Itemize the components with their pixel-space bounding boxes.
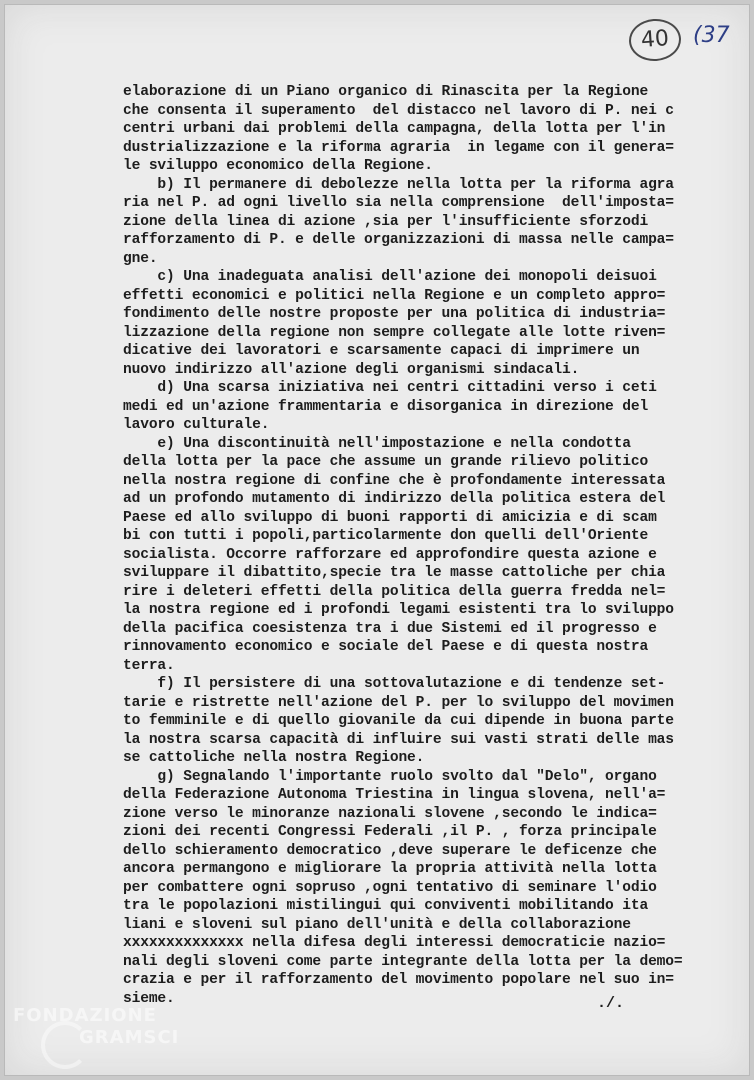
text-line: lizzazione della regione non sempre collegate alle lotte riven= — [123, 324, 666, 341]
text-line: ancora permangono e migliorare la propria attività nella lotta — [123, 861, 657, 877]
text-line: nuovo indirizzo all'azione degli organismi sindacali. — [123, 361, 580, 378]
text-line: zione verso le minoranze nazionali slovene ,secondo le indica= — [123, 805, 657, 822]
text-line: che consenta il superamento del distacco nel lavoro di P. nei c — [123, 102, 674, 119]
text-line: lavoro culturale. — [123, 417, 270, 433]
text-line: rire i deleteri effetti della politica della guerra fredda nel= — [123, 583, 666, 600]
text-line: tarie e ristrette nell'azione del P. per lo sviluppo del movimen — [123, 694, 674, 711]
text-line: la nostra regione ed i profondi legami esistenti tra lo sviluppo — [123, 602, 674, 618]
text-line: centri urbani dai problemi della campagna, della lotta per l'in — [123, 121, 666, 137]
text-line: xxxxxxxxxxxxxx nella difesa degli interessi democraticie nazio= — [123, 935, 666, 951]
text-line: gne. — [123, 250, 158, 267]
text-line: ria nel P. ad ogni livello sia nella comprensione dell'imposta= — [123, 195, 674, 211]
text-line: rinnovamento economico e sociale del Paese e di questa nostra — [123, 639, 649, 655]
text-line: terra. — [123, 657, 175, 674]
text-line: sieme. — [123, 990, 175, 1007]
page-number-circled: 40 — [628, 17, 683, 63]
text-line: tra le popolazioni mistilingui qui conviventi mobilitando ita — [123, 898, 649, 914]
text-line: dicative dei lavoratori e scarsamente capaci di imprimere un — [123, 343, 640, 359]
text-line: della lotta per la pace che assume un grande rilievo politico — [123, 454, 649, 470]
text-line: se cattoliche nella nostra Regione. — [123, 750, 425, 766]
document-page — [4, 4, 750, 1076]
text-line: dello schieramento democratico ,deve superare le deficenze che — [123, 842, 657, 859]
text-line: effetti economici e politici nella Regione e un completo appro= — [123, 287, 666, 304]
text-line: f) Il persistere di una sottovalutazione e di tendenze set- — [123, 676, 666, 692]
text-line: le sviluppo economico della Regione. — [123, 158, 433, 174]
text-line: della Federazione Autonoma Triestina in lingua slovena, nell'a= — [123, 787, 666, 803]
watermark-line1: FONDAZIONE — [13, 1005, 157, 1026]
text-line: zioni dei recenti Congressi Federali ,il P. , forza principale — [123, 824, 657, 840]
text-line: nella nostra regione di confine che è profondamente interessata — [123, 472, 666, 489]
text-line: elaborazione di un Piano organico di Rinascita per la Regione — [123, 84, 649, 100]
text-line: to femminile e di quello giovanile da cui dipende in buona parte — [123, 713, 674, 729]
text-line: zione della linea di azione ,sia per l'insufficiente sforzodi — [123, 213, 649, 230]
text-line: g) Segnalando l'importante ruolo svolto dal "Delo", organo — [123, 768, 657, 785]
text-line: fondimento delle nostre proposte per una politica di industria= — [123, 306, 666, 322]
text-line: crazia e per il rafforzamento del movimento popolare nel suo in= — [123, 972, 674, 988]
fondazione-gramsci-watermark — [13, 1005, 203, 1075]
text-line: per combattere ogni sopruso ,ogni tentativo di seminare l'odio — [123, 879, 657, 896]
text-line: la nostra scarsa capacità di influire sui vasti strati delle mas — [123, 731, 674, 748]
watermark-line2: GRAMSCI — [79, 1027, 180, 1048]
text-line: rafforzamento di P. e delle organizzazioni di massa nelle campa= — [123, 232, 674, 248]
text-line: d) Una scarsa iniziativa nei centri cittadini verso i ceti — [123, 380, 657, 396]
text-line: ad un profondo mutamento di indirizzo della politica estera del — [123, 491, 666, 507]
text-line: socialista. Occorre rafforzare ed approfondire questa azione e — [123, 546, 657, 563]
text-line: medi ed un'azione frammentaria e disorganica in direzione del — [123, 398, 649, 415]
text-line: Paese ed allo sviluppo di buoni rapporti di amicizia e di scam — [123, 509, 657, 526]
text-line: sviluppare il dibattito,specie tra le masse cattoliche per chia — [123, 565, 666, 581]
text-line: e) Una discontinuità nell'impostazione e nella condotta — [123, 435, 631, 452]
text-line: liani e sloveni sul piano dell'unità e della collaborazione — [123, 916, 631, 933]
text-line: dustrializzazione e la riforma agraria in legame con il genera= — [123, 139, 674, 156]
text-line: c) Una inadeguata analisi dell'azione dei monopoli deisuoi — [123, 269, 657, 285]
text-line: b) Il permanere di debolezze nella lotta per la riforma agra — [123, 176, 674, 193]
archive-number: (37 — [693, 23, 730, 48]
text-line: bi con tutti i popoli,particolarmente don quelli dell'Oriente — [123, 528, 649, 544]
text-line: della pacifica coesistenza tra i due Sistemi ed il progresso e — [123, 620, 657, 637]
typed-text-body — [123, 83, 735, 1008]
continuation-mark: ./. — [597, 995, 625, 1012]
text-line: nali degli sloveni come parte integrante della lotta per la demo= — [123, 953, 683, 970]
